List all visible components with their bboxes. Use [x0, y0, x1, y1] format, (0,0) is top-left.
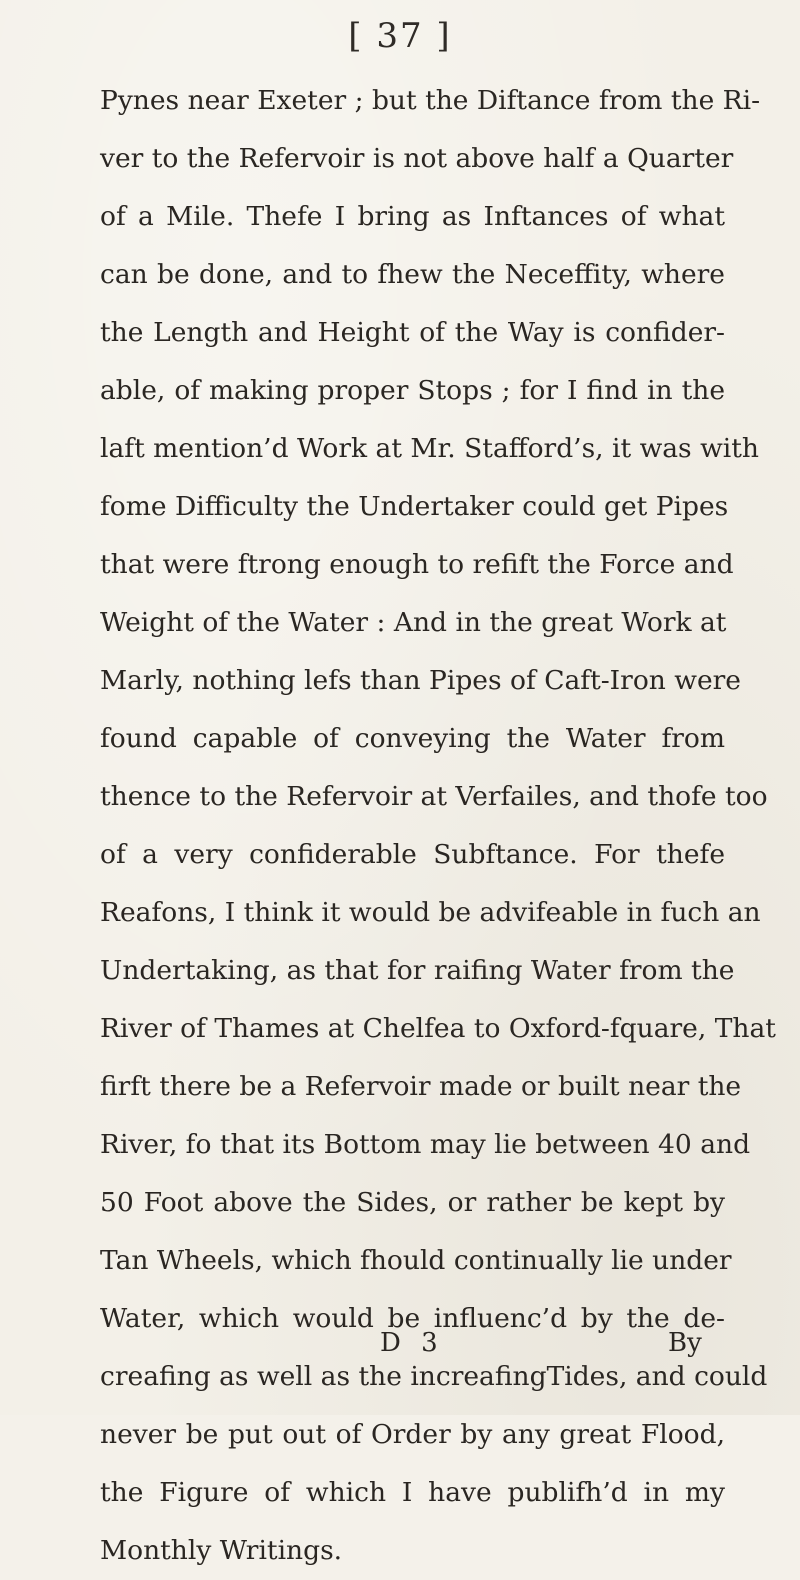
text-line: Weight of the Water : And in the great Work at	[100, 607, 727, 638]
text-line: River, fo that its Bottom may lie between 40 and	[100, 1129, 751, 1160]
text-line: can be done, and to fhew the Neceffity, where	[100, 259, 725, 290]
text-line: Undertaking, as that for raifing Water from the	[100, 955, 735, 986]
text-line: laft mention’d Work at Mr. Stafford’s, it was with	[100, 433, 759, 464]
page-footer	[0, 1318, 800, 1368]
text-line: 50 Foot above the Sides, or rather be kept by	[100, 1187, 725, 1218]
text-line: Pynes near Exeter ; but the Diftance from the Ri-	[100, 85, 761, 116]
text-line: never be put out of Order by any great Flood,	[100, 1419, 725, 1450]
text-line: River of Thames at Chelfea to Oxford-fquare, That	[100, 1013, 776, 1044]
text-line: that were ftrong enough to refift the Force and	[100, 549, 734, 580]
text-line: Tan Wheels, which fhould continually lie under	[100, 1245, 732, 1276]
text-line-last: Monthly Writings.	[100, 1535, 343, 1566]
text-line: of a Mile. Thefe I bring as Inftances of what	[100, 201, 725, 232]
text-line: of a very confiderable Subftance. For thefe	[100, 839, 725, 870]
text-line: the Length and Height of the Way is confider-	[100, 317, 725, 348]
signature-mark: D 3	[380, 1328, 444, 1358]
text-line: creafing as well as the increafingTides, and could	[100, 1361, 768, 1392]
text-line: the Figure of which I have publifh’d in my	[100, 1477, 725, 1508]
text-line: firft there be a Refervoir made or built near the	[100, 1071, 742, 1102]
page-number: [ 37 ]	[348, 16, 452, 56]
text-line: fome Difficulty the Undertaker could get Pipes	[100, 491, 729, 522]
text-line: found capable of conveying the Water from	[100, 723, 725, 754]
catchword: By	[668, 1328, 702, 1358]
text-line: Reafons, I think it would be advifeable in fuch an	[100, 897, 761, 928]
text-line: ver to the Refervoir is not above half a Quarter	[100, 143, 734, 174]
text-line: Marly, nothing lefs than Pipes of Caft-Iron were	[100, 665, 741, 696]
text-line: able, of making proper Stops ; for I find in the	[100, 375, 725, 406]
text-line: Water, which would be influenc’d by the de-	[100, 1303, 725, 1334]
text-line: thence to the Refervoir at Verfailes, and thofe too	[100, 781, 768, 812]
